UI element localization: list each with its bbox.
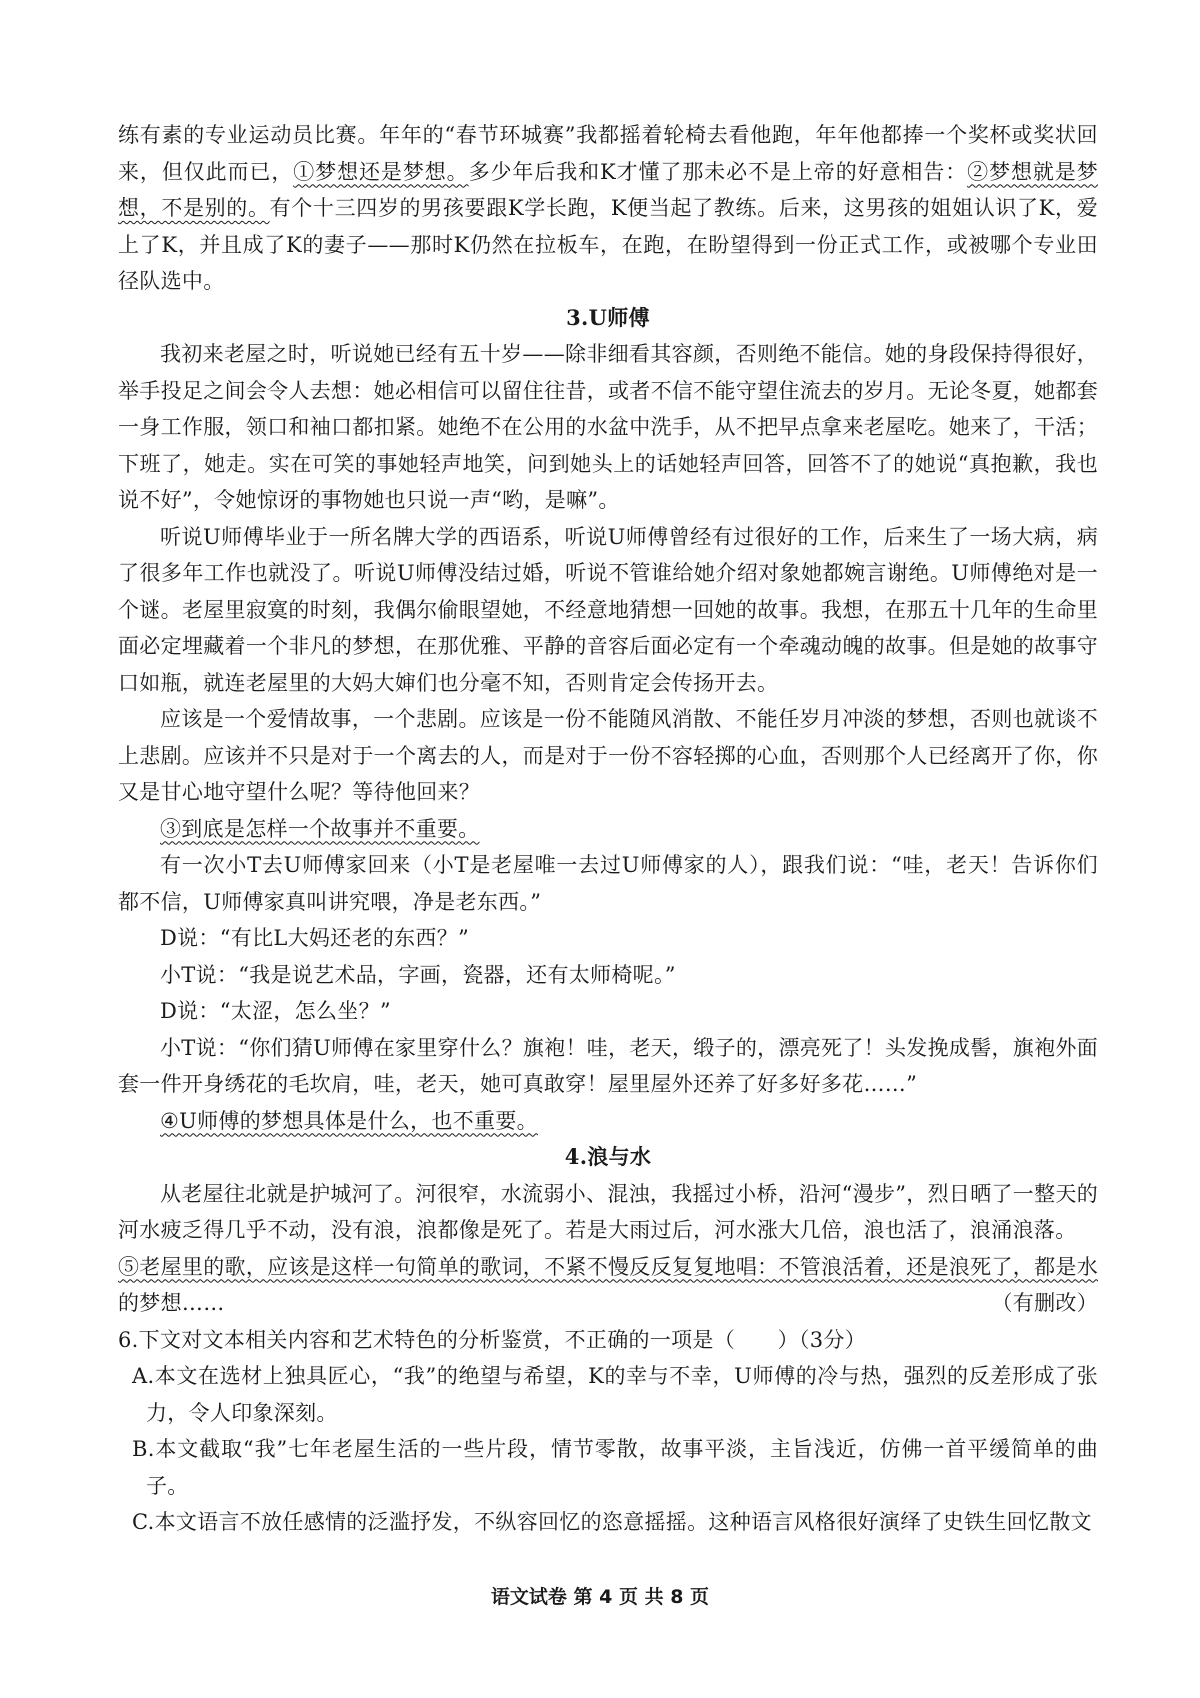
paragraph-k-middle: 多少年后我和K才懂了那未必不是上帝的好意相告：	[468, 159, 968, 184]
passage-continuation	[118, 117, 1098, 1541]
sentence-2-underlined: ②梦想就是梦想，不是别的。	[118, 159, 1098, 220]
question-6-stem: 6.下文对文本相关内容和艺术特色的分析鉴赏，不正确的一项是（ ）（3分）	[118, 1327, 866, 1352]
question-6-option-c[interactable]: C.本文语言不放任感情的泛滥抒发，不纵容回忆的恣意摇摇。这种语言风格很好演绎了史铁生回忆散文	[132, 1510, 1092, 1534]
sentence-1-underlined: ①梦想还是梦想。	[293, 159, 469, 184]
page-footer: 语文试卷 第 4 页 共 8 页	[490, 1586, 710, 1608]
section-3-paragraph-10	[118, 1103, 1098, 1140]
section-3-dialogue-d-1: D说：“有比L大妈还老的东西？”	[160, 926, 470, 950]
section-3-paragraph-2: 听说U师傅毕业于一所名牌大学的西语系，听说U师傅曾经有过很好的工作，后来生了一场大病，病了很多年工作也就没了。听说U师傅没结过婚，听说不管谁给她介绍对象她都婉言谢绝。U师傅绝对是一个谜。老屋里寂寞的时刻，我偶尔偷眼望她，不经意地猜想一回她的故事。我想，在那五十几年的生命里面必定埋藏着一个非凡的梦想，在那优雅、平静的音容后面必定有一个牵魂动魄的故事。但是她的故事守口如瓶，就连老屋里的大妈大婶们也分毫不知，否则肯定会传扬开去。	[118, 524, 1098, 695]
section-3-dialogue-t-1: 小T说：“我是说艺术品，字画，瓷器，还有太师椅呢。”	[160, 962, 676, 987]
section-3-paragraph-1: 我初来老屋之时，听说她已经有五十岁——除非细看其容颜，否则绝不能信。她的身段保持得很好，举手投足之间会令人去想：她必相信可以留住往昔，或者不信不能守望住流去的岁月。无论冬夏，她都套一身工作服，领口和袖口都扣紧。她绝不在公用的水盆中洗手，从不把早点拿来老屋吃。她来了，干活；下班了，她走。实在可笑的事她轻声地笑，问到她头上的话她轻声回答，回答不了的她说“真抱歉，我也说不好”，令她惊讶的事物她也只说一声“哟，是嘛”。	[118, 342, 1098, 512]
question-6-option-b[interactable]: B.本文截取“我”七年老屋生活的一些片段，情节零散，故事平淡，主旨浅近，仿佛一首平缓简单的曲子。	[132, 1437, 1098, 1498]
section-4-paragraph-1: 从老屋往北就是护城河了。河很窄，水流弱小、混浊，我摇过小桥，沿河“漫步”，烈日晒了一整天的河水疲乏得几乎不动，没有浪，浪都像是死了。若是大雨过后，河水涨大几倍，浪也活了，浪涌浪落。	[118, 1181, 1098, 1242]
section-3-paragraph-5: 有一次小T去U师傅家回来（小T是老屋唯一去过U师傅家的人），跟我们说：“哇，老天！告诉你们都不信，U师傅家真叫讲究喂，净是老东西。”	[118, 853, 1098, 914]
sentence-3-underlined: ③到底是怎样一个故事并不重要。	[160, 816, 480, 841]
section-3-paragraph-4	[118, 811, 1098, 848]
section-3-dialogue-d-2: D说：“太涩，怎么坐？”	[160, 999, 391, 1023]
section-3-paragraph-3: 应该是一个爱情故事，一个悲剧。应该是一份不能随风消散、不能任岁月冲淡的梦想，否则也就谈不上悲剧。应该并不只是对于一个离去的人，而是对于一份不容轻掷的心血，否则那个人已经离开了你，你又是甘心地守望什么呢？等待他回来？	[118, 707, 1098, 804]
paragraph-k-story	[118, 117, 1098, 300]
section-3-dialogue-t-2: 小T说：“你们猜U师傅在家里穿什么？旗袍！哇，老天，缎子的，漂亮死了！头发挽成髻，旗袍外面套一件开身绣花的毛坎肩，哇，老天，她可真敢穿！屋里屋外还养了好多好多花……”	[118, 1035, 1098, 1096]
section-3-heading: 3.U师傅	[566, 304, 650, 330]
source-note: （有删改）	[991, 1291, 1098, 1315]
paragraph-k-after: 有个十三四岁的男孩要跟K学长跑，K便当起了教练。后来，这男孩的姐姐认识了K，爱上了K，并且成了K的妻子——那时K仍然在拉板车，在跑，在盼望得到一份正式工作，或被哪个专业田径队选中。	[118, 196, 1098, 293]
question-6-option-a[interactable]: A.本文在选材上独具匠心，“我”的绝望与希望，K的幸与不幸，U师傅的冷与热，强烈的反差形成了张力，令人印象深刻。	[132, 1364, 1098, 1425]
sentence-4-underlined: ④U师傅的梦想具体是什么，也不重要。	[160, 1108, 538, 1133]
paragraph-k-before: 练有素的专业运动员比赛。年年的“春节环城赛”我都摇着轮椅去看他跑，年年他都捧一个奖杯或奖状回来，但仅此而已，	[118, 123, 1098, 184]
section-4-paragraph-2-tail: 的梦想……	[118, 1291, 225, 1315]
sentence-5-underlined: ⑤老屋里的歌，应该是这样一句简单的歌词，不紧不慢反反复复地唱：不管浪活着，还是浪死了，都是水	[118, 1254, 1098, 1279]
section-4-heading: 4.浪与水	[564, 1144, 652, 1169]
